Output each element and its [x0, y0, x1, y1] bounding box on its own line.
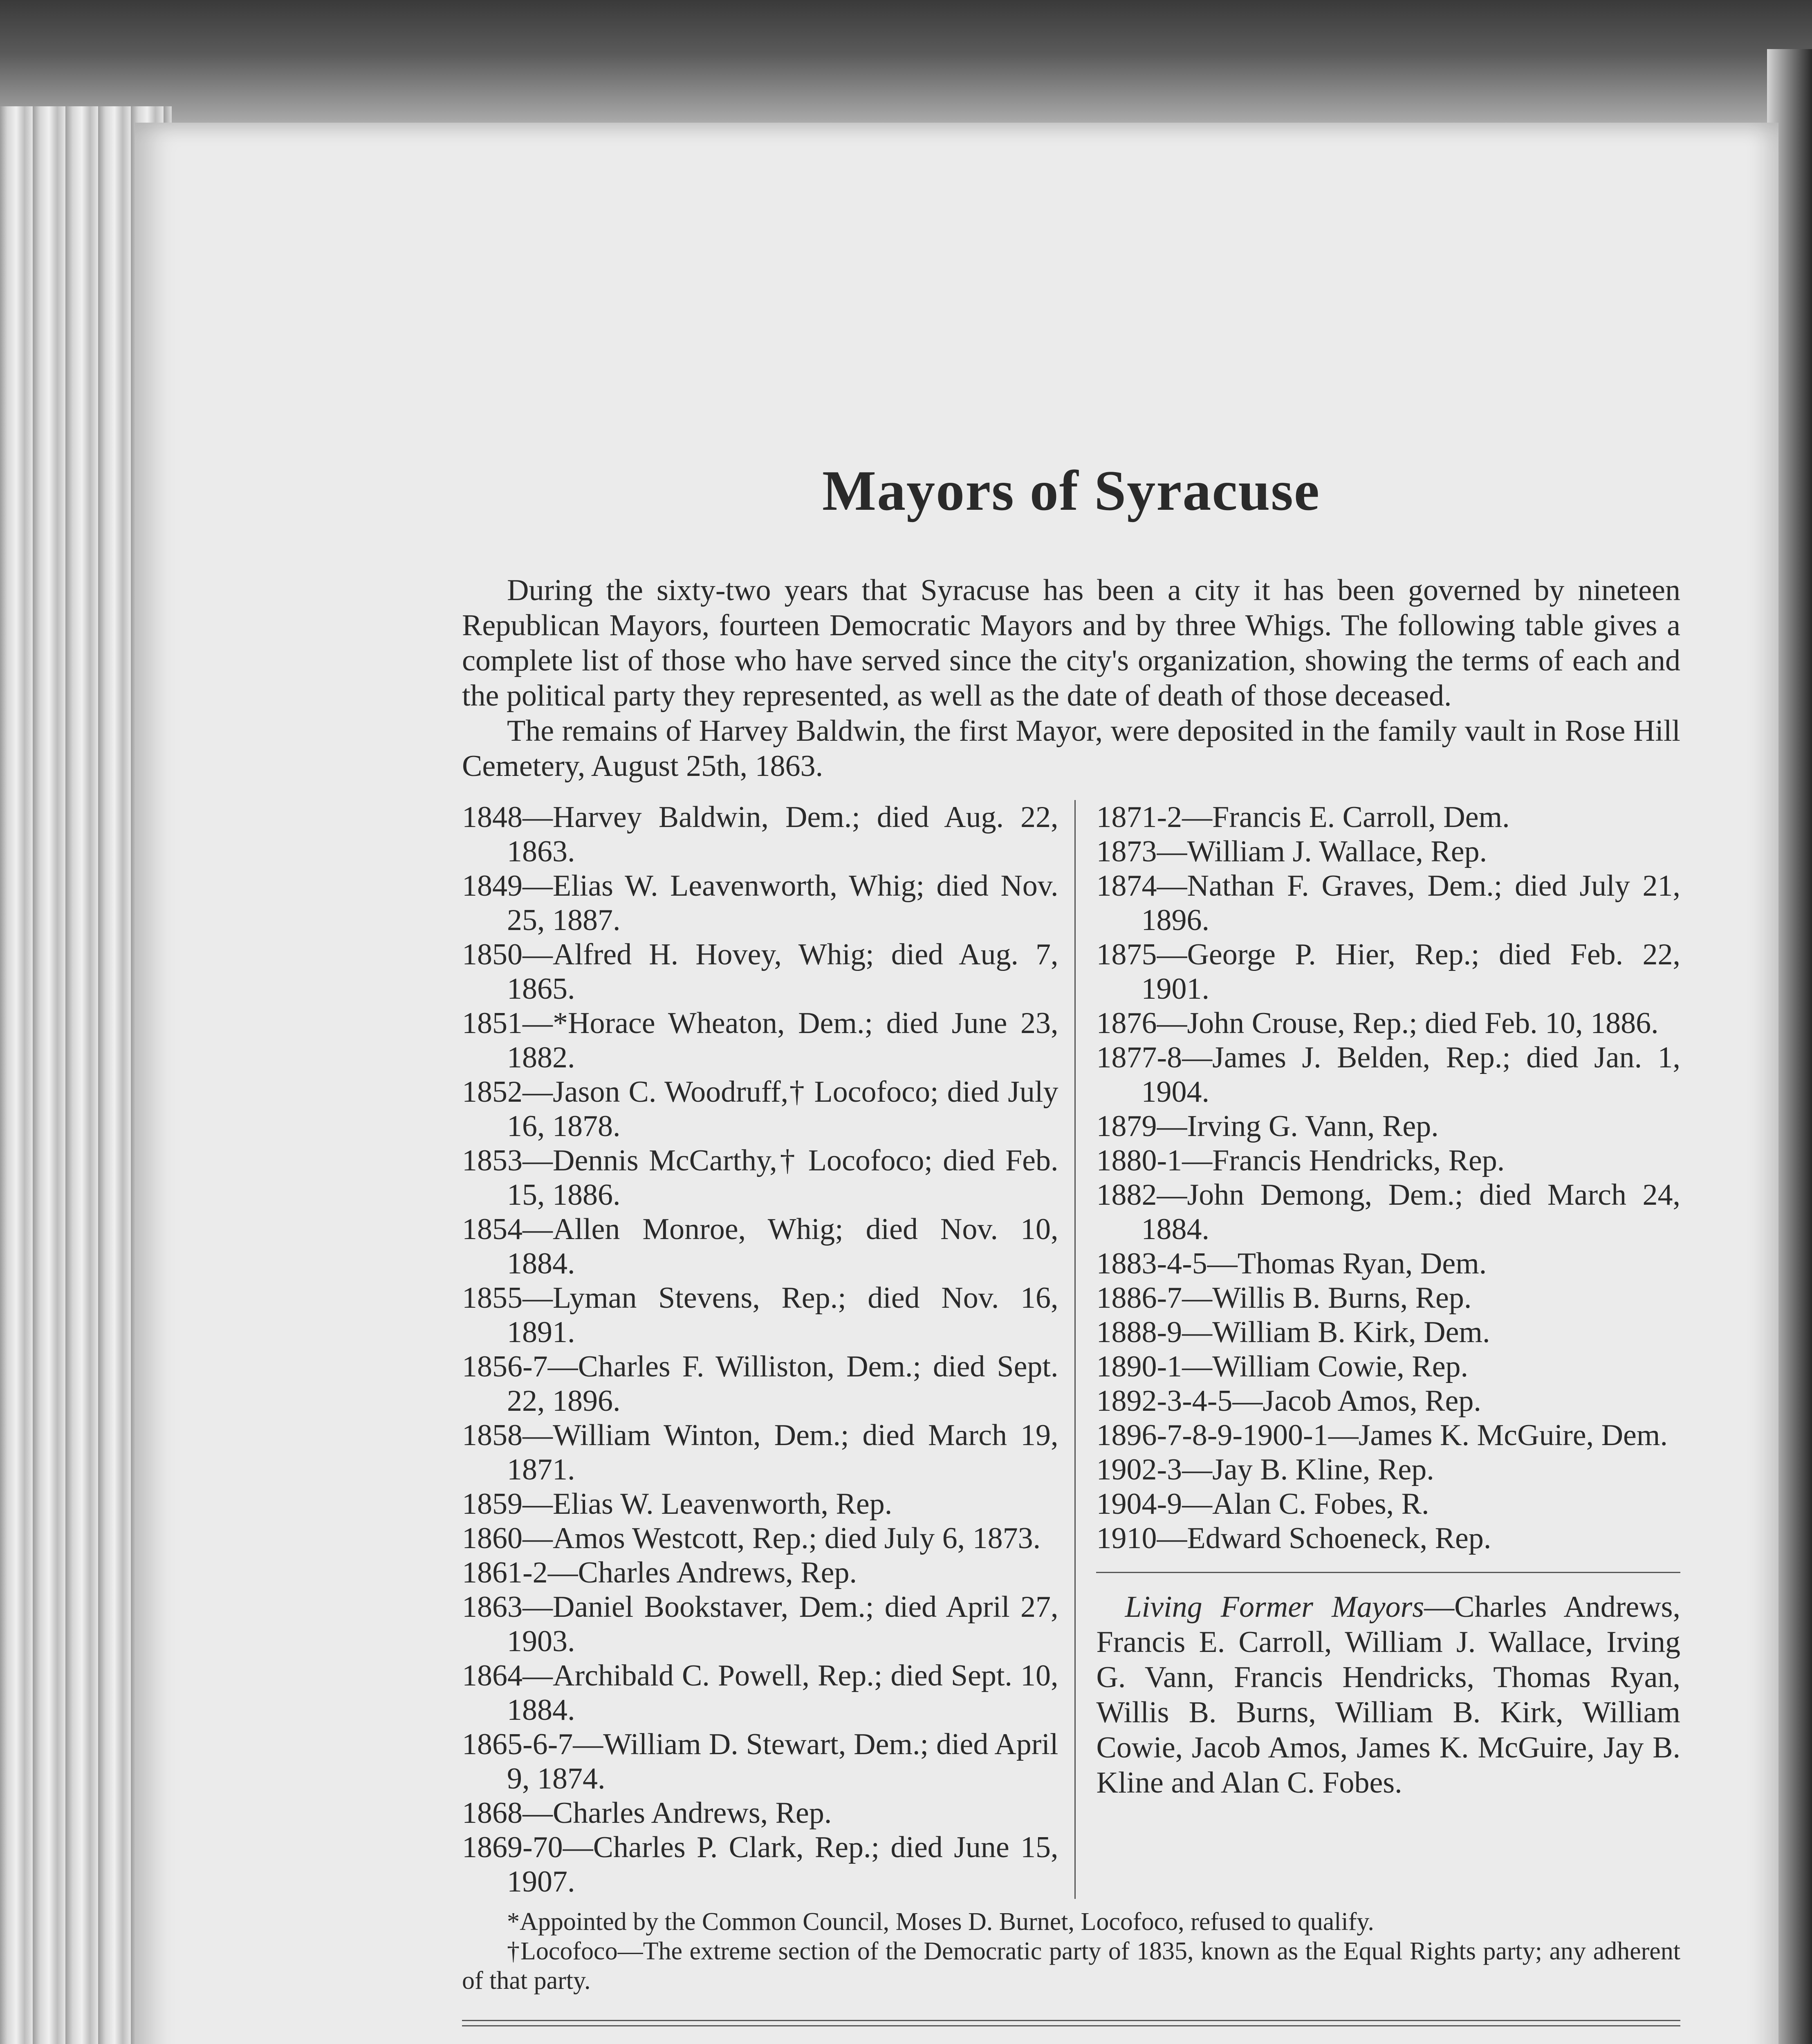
mayor-entry: 1853—Dennis McCarthy,† Locofoco; died Feb. 15, 1886.	[462, 1144, 1058, 1212]
mayors-left-column	[462, 800, 1076, 1899]
page-content	[462, 458, 1680, 2044]
living-former-mayors	[1096, 1589, 1680, 1800]
mayor-entry: 1873—William J. Wallace, Rep.	[1096, 835, 1487, 868]
mayor-entry: 1888-9—William B. Kirk, Dem.	[1096, 1316, 1490, 1349]
mayor-entry: 1875—George P. Hier, Rep.; died Feb. 22, 1901.	[1096, 938, 1680, 1006]
mayor-entry: 1904-9—Alan C. Fobes, R.	[1096, 1487, 1429, 1521]
mayor-entry: 1856-7—Charles F. Williston, Dem.; died Sept. 22, 1896.	[462, 1350, 1058, 1418]
mayor-entry: 1859—Elias W. Leavenworth, Rep.	[462, 1487, 893, 1521]
mayor-entry: 1868—Charles Andrews, Rep.	[462, 1796, 832, 1830]
mayor-entry: 1874—Nathan F. Graves, Dem.; died July 21, 1896.	[1096, 869, 1680, 937]
mayor-entry: 1902-3—Jay B. Kline, Rep.	[1096, 1453, 1434, 1486]
mayor-entry: 1849—Elias W. Leavenworth, Whig; died Nov. 25, 1887.	[462, 869, 1058, 937]
mayor-entry: 1877-8—James J. Belden, Rep.; died Jan. 1, 1904.	[1096, 1041, 1680, 1109]
mayor-entry: 1854—Allen Monroe, Whig; died Nov. 10, 1884.	[462, 1213, 1058, 1280]
intro	[462, 573, 1680, 784]
mayor-entry: 1883-4-5—Thomas Ryan, Dem.	[1096, 1247, 1487, 1280]
footnotes	[462, 1907, 1680, 1995]
divider	[1096, 1572, 1680, 1573]
mayor-entry: 1871-2—Francis E. Carroll, Dem.	[1096, 800, 1510, 834]
page-title: Mayors of Syracuse	[822, 459, 1320, 522]
mayor-entry: 1861-2—Charles Andrews, Rep.	[462, 1556, 857, 1589]
intro-paragraph: The remains of Harvey Baldwin, the first Mayor, were deposited in the family vault in Rose Hill Cemetery, August 25th, 1863.	[462, 714, 1680, 783]
mayor-entry: 1896-7-8-9-1900-1—James K. McGuire, Dem.	[1096, 1419, 1668, 1452]
mayor-entry: 1879—Irving G. Vann, Rep.	[1096, 1109, 1439, 1143]
mayor-entry: 1876—John Crouse, Rep.; died Feb. 10, 1886.	[1096, 1006, 1659, 1040]
double-divider	[462, 2020, 1680, 2026]
mayor-entry: 1880-1—Francis Hendricks, Rep.	[1096, 1144, 1505, 1177]
mayor-entry: 1865-6-7—William D. Stewart, Dem.; died April 9, 1874.	[462, 1728, 1058, 1795]
living-text: —Charles Andrews, Francis E. Carroll, William J. Wallace, Irving G. Vann, Francis Hendricks, Thomas Ryan, Willis B. Burns, William B. Kirk, William Cowie, Jacob Amos, James K. McGuire, Jay B. Kline and Alan C. Fobes.	[1096, 1590, 1680, 1800]
mayor-entry: 1860—Amos Westcott, Rep.; died July 6, 1873.	[462, 1522, 1041, 1555]
book-top-edge	[0, 0, 1812, 135]
mayor-entry: 1850—Alfred H. Hovey, Whig; died Aug. 7, 1865.	[462, 938, 1058, 1006]
mayor-entry: 1855—Lyman Stevens, Rep.; died Nov. 16, 1891.	[462, 1281, 1058, 1349]
mayors-right-column	[1076, 800, 1680, 1899]
mayor-entry: 1851—*Horace Wheaton, Dem.; died June 23, 1882.	[462, 1006, 1058, 1074]
mayor-entry: 1858—William Winton, Dem.; died March 19, 1871.	[462, 1419, 1058, 1486]
mayor-entry: 1848—Harvey Baldwin, Dem.; died Aug. 22, 1863.	[462, 800, 1058, 868]
mayor-entry: 1890-1—William Cowie, Rep.	[1096, 1350, 1469, 1383]
mayors-list	[462, 800, 1680, 1899]
footnote: *Appointed by the Common Council, Moses D. Burnet, Locofoco, refused to qualify.	[507, 1908, 1374, 1936]
mayor-entry: 1910—Edward Schoeneck, Rep.	[1096, 1522, 1491, 1555]
living-label: Living Former Mayors	[1125, 1590, 1424, 1624]
mayor-entry: 1886-7—Willis B. Burns, Rep.	[1096, 1281, 1472, 1315]
mayor-entry: 1882—John Demong, Dem.; died March 24, 1884.	[1096, 1178, 1680, 1246]
mayor-entry: 1863—Daniel Bookstaver, Dem.; died April 27, 1903.	[462, 1590, 1058, 1658]
mayor-entry: 1869-70—Charles P. Clark, Rep.; died June 15, 1907.	[462, 1831, 1058, 1898]
mayor-entry: 1892-3-4-5—Jacob Amos, Rep.	[1096, 1384, 1481, 1418]
footnote: †Locofoco—The extreme section of the Democratic party of 1835, known as the Equal Rights party; any adherent of that party.	[462, 1937, 1680, 1995]
mayor-entry: 1852—Jason C. Woodruff,† Locofoco; died July 16, 1878.	[462, 1075, 1058, 1143]
intro-paragraph: During the sixty-two years that Syracuse has been a city it has been governed by nineteen Republican Mayors, fourteen Democratic Mayors and by three Whigs. The following table gives a complete list of those who have served since the city's organization, showing the terms of each and the political party they represented, as well as the date of death of those deceased.	[462, 574, 1680, 713]
mayor-entry: 1864—Archibald C. Powell, Rep.; died Sept. 10, 1884.	[462, 1659, 1058, 1727]
